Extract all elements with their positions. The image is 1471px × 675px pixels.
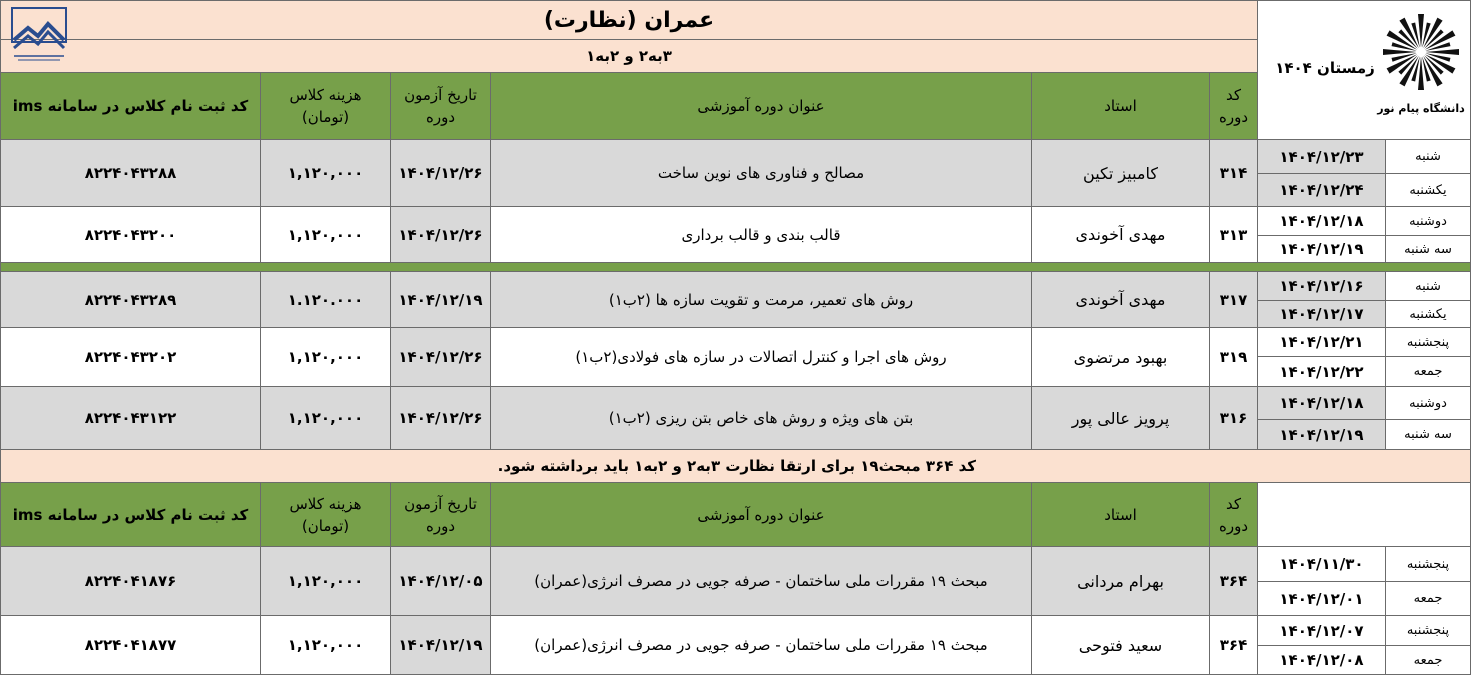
- teacher-name: مهدی آخوندی: [1031, 206, 1210, 263]
- col-header-course: عنوان دوره آموزشی: [490, 72, 1032, 140]
- building-org-logo-icon: [8, 4, 70, 66]
- course-code: ۳۱۷: [1209, 271, 1258, 328]
- class-fee: ۱,۱۲۰,۰۰۰: [260, 206, 391, 263]
- day-label: سه شنبه: [1385, 419, 1471, 450]
- session-date: ۱۴۰۴/۱۲/۱۶: [1257, 271, 1386, 301]
- day-label: شنبه: [1385, 271, 1471, 301]
- season-text: زمستان ۱۴۰۴: [1275, 59, 1375, 77]
- page-title: [0, 0, 1258, 40]
- header-blank: [1257, 482, 1471, 547]
- course-title: روش های تعمیر، مرمت و تقویت سازه ها (۲ب۱): [490, 271, 1032, 328]
- session-date: ۱۴۰۴/۱۱/۳۰: [1257, 546, 1386, 582]
- session-date: ۱۴۰۴/۱۲/۱۸: [1257, 206, 1386, 236]
- col-header-ims: کد ثبت نام کلاس در سامانه ims: [0, 482, 261, 547]
- day-label: شنبه: [1385, 139, 1471, 174]
- ims-code: ۸۲۲۴۰۴۳۱۲۲: [0, 386, 261, 450]
- teacher-name: سعید فتوحی: [1031, 615, 1210, 675]
- ims-code: ۸۲۲۴۰۴۱۸۷۶: [0, 546, 261, 616]
- subtitle-text: ۳به۲ و ۲به۱: [586, 47, 672, 65]
- day-label: پنجشنبه: [1385, 615, 1471, 646]
- col-header-exam-date: تاریخ آزمون دوره: [390, 482, 491, 547]
- session-date: ۱۴۰۴/۱۲/۰۷: [1257, 615, 1386, 646]
- day-label: یکشنبه: [1385, 173, 1471, 207]
- class-fee: ۱,۱۲۰,۰۰۰: [260, 615, 391, 675]
- col-header-fee: هزینه کلاس (تومان): [260, 72, 391, 140]
- course-title: قالب بندی و قالب برداری: [490, 206, 1032, 263]
- teacher-name: بهبود مرتضوی: [1031, 327, 1210, 387]
- university-logo-text: دانشگاه پیام نور: [1377, 102, 1465, 115]
- session-date: ۱۴۰۴/۱۲/۱۹: [1257, 419, 1386, 450]
- ims-code: ۸۲۲۴۰۴۳۲۰۰: [0, 206, 261, 263]
- ims-code: ۸۲۲۴۰۴۳۲۰۲: [0, 327, 261, 387]
- ims-code: ۸۲۲۴۰۴۳۲۸۹: [0, 271, 261, 328]
- course-code: ۳۱۶: [1209, 386, 1258, 450]
- left-logo: [8, 4, 70, 66]
- university-logo: [1377, 6, 1465, 132]
- season-label: [1270, 58, 1380, 82]
- day-label: پنجشنبه: [1385, 546, 1471, 582]
- class-fee: ۱,۱۲۰,۰۰۰: [260, 386, 391, 450]
- course-title: مصالح و فناوری های نوین ساخت: [490, 139, 1032, 207]
- course-title: مبحث ۱۹ مقررات ملی ساختمان - صرفه جویی در مصرف انرژی(عمران): [490, 546, 1032, 616]
- course-title: مبحث ۱۹ مقررات ملی ساختمان - صرفه جویی در مصرف انرژی(عمران): [490, 615, 1032, 675]
- exam-date: ۱۴۰۴/۱۲/۰۵: [390, 546, 491, 616]
- course-title: بتن های ویژه و روش های خاص بتن ریزی (۲ب۱): [490, 386, 1032, 450]
- day-label: سه شنبه: [1385, 235, 1471, 263]
- col-header-fee: هزینه کلاس (تومان): [260, 482, 391, 547]
- exam-date: ۱۴۰۴/۱۲/۲۶: [390, 386, 491, 450]
- teacher-name: بهرام مردانی: [1031, 546, 1210, 616]
- day-label: پنجشنبه: [1385, 327, 1471, 357]
- note-bar: [0, 449, 1471, 483]
- session-date: ۱۴۰۴/۱۲/۲۳: [1257, 139, 1386, 174]
- session-date: ۱۴۰۴/۱۲/۱۷: [1257, 300, 1386, 328]
- session-date: ۱۴۰۴/۱۲/۲۴: [1257, 173, 1386, 207]
- course-code: ۳۱۳: [1209, 206, 1258, 263]
- exam-date: ۱۴۰۴/۱۲/۱۹: [390, 615, 491, 675]
- day-label: یکشنبه: [1385, 300, 1471, 328]
- col-header-code: کد دوره: [1209, 482, 1258, 547]
- session-date: ۱۴۰۴/۱۲/۲۱: [1257, 327, 1386, 357]
- class-fee: ۱,۱۲۰,۰۰۰: [260, 139, 391, 207]
- col-header-code: کد دوره: [1209, 72, 1258, 140]
- col-header-teacher: استاد: [1031, 72, 1210, 140]
- col-header-exam-date: تاریخ آزمون دوره: [390, 72, 491, 140]
- col-header-teacher: استاد: [1031, 482, 1210, 547]
- course-code: ۳۶۴: [1209, 546, 1258, 616]
- exam-date: ۱۴۰۴/۱۲/۲۶: [390, 327, 491, 387]
- col-header-ims: کد ثبت نام کلاس در سامانه ims: [0, 72, 261, 140]
- day-label: جمعه: [1385, 356, 1471, 387]
- session-date: ۱۴۰۴/۱۲/۰۱: [1257, 581, 1386, 616]
- course-code: ۳۱۴: [1209, 139, 1258, 207]
- day-label: جمعه: [1385, 581, 1471, 616]
- session-date: ۱۴۰۴/۱۲/۰۸: [1257, 645, 1386, 675]
- exam-date: ۱۴۰۴/۱۲/۲۶: [390, 206, 491, 263]
- ims-code: ۸۲۲۴۰۴۱۸۷۷: [0, 615, 261, 675]
- course-code: ۳۶۴: [1209, 615, 1258, 675]
- session-date: ۱۴۰۴/۱۲/۱۹: [1257, 235, 1386, 263]
- ims-code: ۸۲۲۴۰۴۳۲۸۸: [0, 139, 261, 207]
- teacher-name: مهدی آخوندی: [1031, 271, 1210, 328]
- page-subtitle: [0, 39, 1258, 73]
- payame-noor-logo-icon: [1377, 6, 1465, 102]
- session-date: ۱۴۰۴/۱۲/۱۸: [1257, 386, 1386, 420]
- day-label: جمعه: [1385, 645, 1471, 675]
- day-label: دوشنبه: [1385, 206, 1471, 236]
- note-text: کد ۳۶۴ مبحث۱۹ برای ارتقا نظارت ۳به۲ و ۲به۱ باید برداشته شود.: [497, 457, 976, 475]
- title-text: عمران (نظارت): [543, 7, 715, 33]
- col-header-course: عنوان دوره آموزشی: [490, 482, 1032, 547]
- course-code: ۳۱۹: [1209, 327, 1258, 387]
- teacher-name: پرویز عالی پور: [1031, 386, 1210, 450]
- exam-date: ۱۴۰۴/۱۲/۱۹: [390, 271, 491, 328]
- class-fee: ۱,۱۲۰,۰۰۰: [260, 546, 391, 616]
- class-fee: ۱,۱۲۰,۰۰۰: [260, 327, 391, 387]
- session-date: ۱۴۰۴/۱۲/۲۲: [1257, 356, 1386, 387]
- day-label: دوشنبه: [1385, 386, 1471, 420]
- class-fee: ۱.۱۲۰.۰۰۰: [260, 271, 391, 328]
- course-title: روش های اجرا و کنترل اتصالات در سازه های فولادی(۲ب۱): [490, 327, 1032, 387]
- teacher-name: کامبیز تکین: [1031, 139, 1210, 207]
- exam-date: ۱۴۰۴/۱۲/۲۶: [390, 139, 491, 207]
